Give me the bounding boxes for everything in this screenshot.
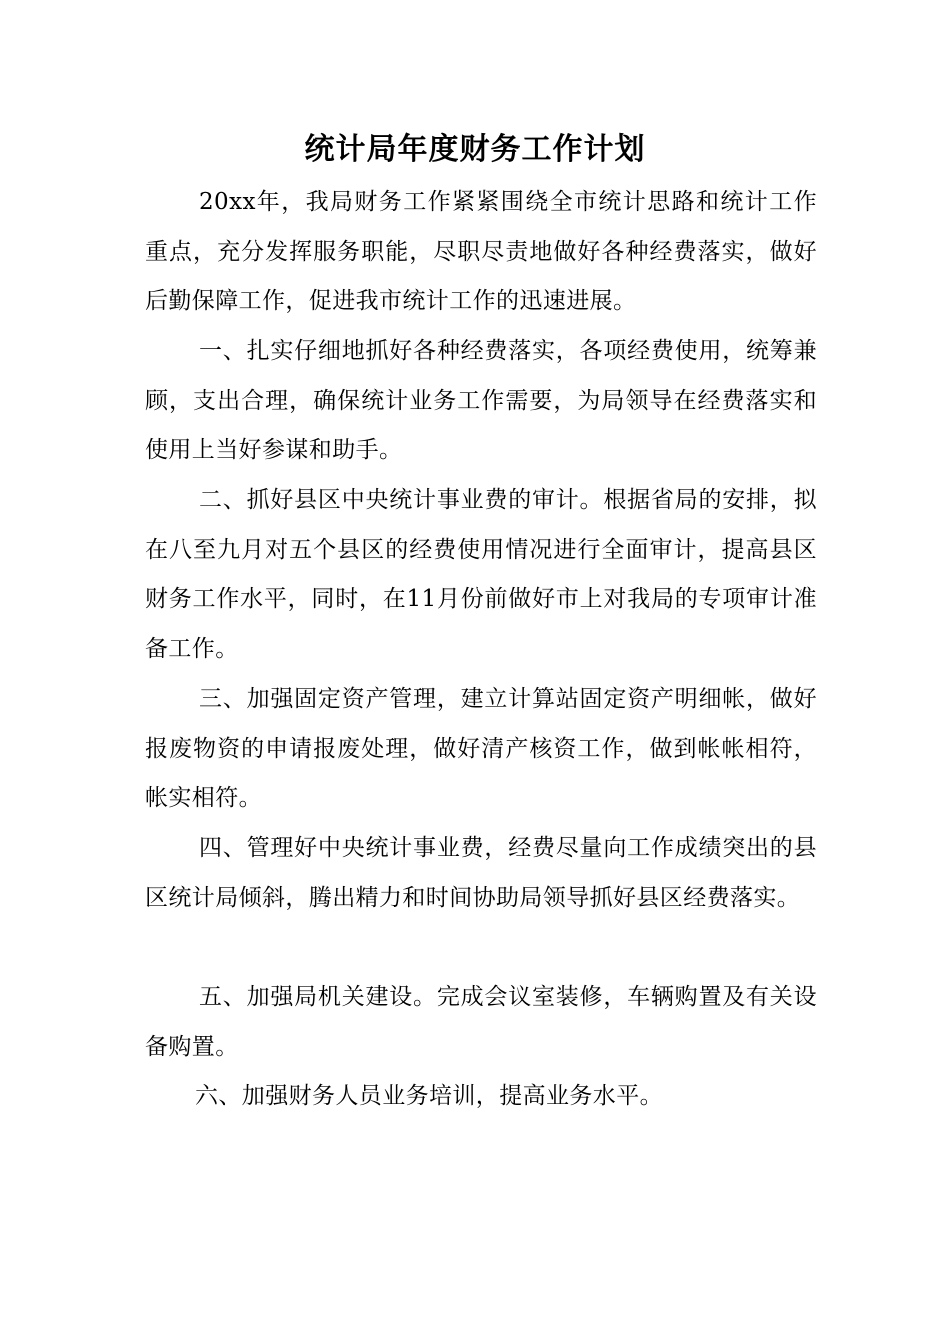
paragraph-item-3: 三、加强固定资产管理，建立计算站固定资产明细帐，做好报废物资的申请报废处理，做好清产核资工作，做到帐帐相符，帐实相符。 xyxy=(145,686,817,812)
paragraph-item-5: 五、加强局机关建设。完成会议室装修，车辆购置及有关设备购置。 xyxy=(145,984,817,1060)
paragraph-item-2: 二、抓好县区中央统计事业费的审计。根据省局的安排，拟在八至九月对五个县区的经费使用情况进行全面审计，提高县区财务工作水平，同时，在11月份前做好市上对我局的专项审计准备工作。 xyxy=(145,487,817,663)
paragraph-item-1: 一、扎实仔细地抓好各种经费落实，各项经费使用，统筹兼顾，支出合理，确保统计业务工作需要，为局领导在经费落实和使用上当好参谋和助手。 xyxy=(145,338,817,464)
paragraph-item-6: 六、加强财务人员业务培训，提高业务水平。 xyxy=(195,1083,663,1109)
paragraph-item-4: 四、管理好中央统计事业费，经费尽量向工作成绩突出的县区统计局倾斜，腾出精力和时间协助局领导抓好县区经费落实。 xyxy=(145,835,817,911)
paragraph-intro: 20xx年，我局财务工作紧紧围绕全市统计思路和统计工作重点，充分发挥服务职能，尽职尽责地做好各种经费落实，做好后勤保障工作，促进我市统计工作的迅速进展。 xyxy=(145,189,817,315)
document-title: 统计局年度财务工作计划 xyxy=(304,132,646,167)
